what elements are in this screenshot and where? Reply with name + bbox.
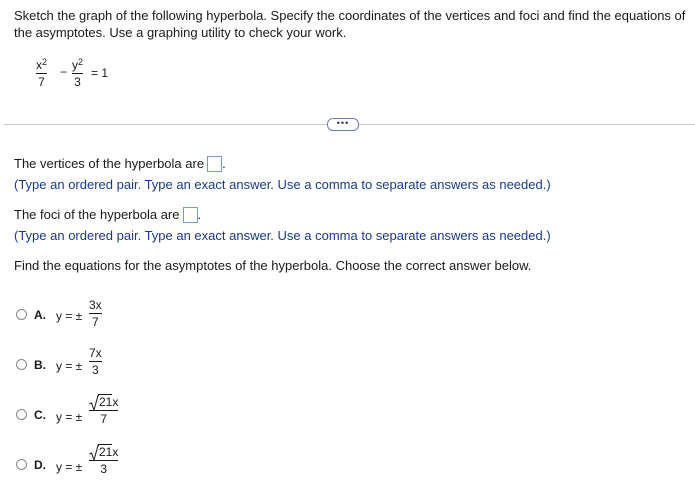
sqrt-icon [89,445,99,461]
option-c-sqrt [89,395,112,409]
option-d-prefix: y = ± [56,460,83,474]
equals-one: = 1 [91,66,109,80]
option-a-denominator: 7 [92,315,99,329]
x-squared-over-7: $x^2$ 7 [36,57,48,89]
option-b-prefix: y = ± [56,359,83,373]
option-a-letter: A. [34,308,46,322]
vertices-prompt: The vertices of the hyperbola are [14,156,205,171]
y-squared-over-3: $y^2$ 3 [72,57,84,89]
option-c-fraction [89,395,118,426]
option-a-radio[interactable] [16,309,27,320]
show-more-button[interactable]: ••• [327,118,359,131]
option-a-fraction [89,298,102,329]
foci-answer-input[interactable] [183,207,198,223]
option-d-letter: D. [34,458,46,472]
option-c-x: x [112,395,119,409]
option-d-radio[interactable] [16,459,27,470]
option-b-radio[interactable] [16,359,27,370]
question-line-2: the asymptotes. Use a graphing utility to check your work. [14,25,347,40]
option-d-fraction [89,445,118,476]
foci-prompt-row: The foci of the hyperbola are . [14,207,202,222]
vertices-answer-input[interactable] [207,156,222,172]
asymptotes-prompt: Find the equations for the asymptotes of the hyperbola. Choose the correct answer below. [14,258,532,273]
option-c-radicand: 21 [99,395,113,409]
vertices-prompt-row: The vertices of the hyperbola are . [14,156,226,171]
foci-hint: (Type an ordered pair. Type an exact answer. Use a comma to separate answers as needed.) [14,228,551,243]
question-line-1: Sketch the graph of the following hyperbola. Specify the coordinates of the vertices and foci and find the equations of [14,8,686,23]
vertices-hint: (Type an ordered pair. Type an exact answer. Use a comma to separate answers as needed.) [14,177,551,192]
option-c-prefix: y = ± [56,410,83,424]
option-d-denominator: 3 [100,462,108,476]
option-a-numerator: 3x [89,298,102,312]
minus-sign: − [60,65,68,79]
option-d-radicand: 21 [99,445,113,459]
option-d-x: x [112,445,119,459]
option-c-denominator: 7 [100,412,108,426]
option-c-numerator [89,395,118,409]
option-d-sqrt [89,445,112,459]
option-c-radio[interactable] [16,409,27,420]
option-b-denominator: 3 [92,363,99,377]
foci-prompt: The foci of the hyperbola are [14,207,180,222]
option-b-letter: B. [34,358,46,372]
option-c-letter: C. [34,408,46,422]
option-d-numerator [89,445,118,459]
sqrt-icon [89,395,99,411]
option-b-numerator: 7x [89,346,102,360]
option-b-fraction [89,346,102,377]
option-a-prefix: y = ± [56,309,83,323]
question-text [14,7,694,41]
